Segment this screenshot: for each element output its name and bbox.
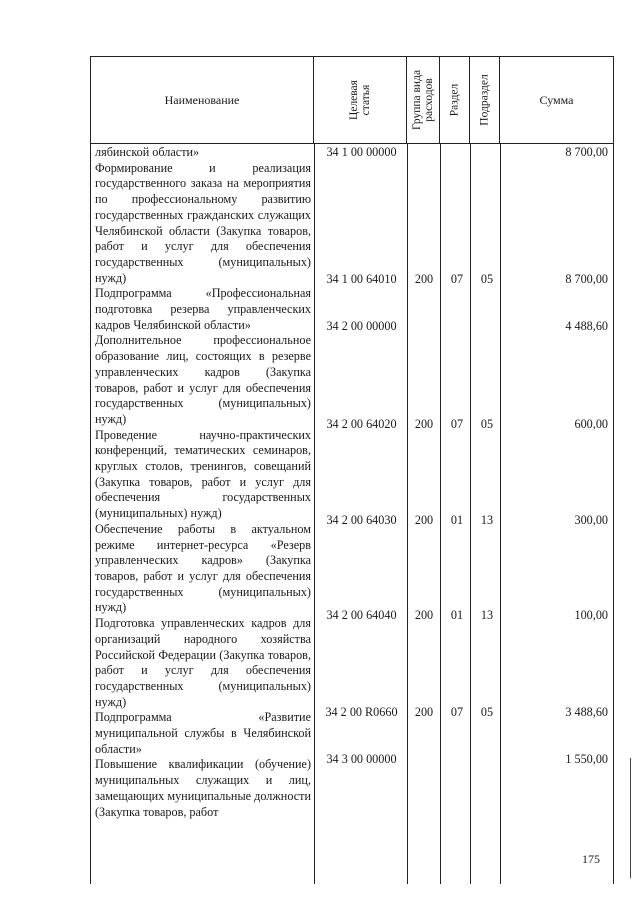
header-target: [314, 57, 407, 143]
header-group-line2: расходов: [423, 78, 436, 122]
row-section: 01: [450, 608, 464, 622]
row-group: 200: [414, 705, 434, 719]
budget-table: [90, 56, 614, 884]
row-subsection: 05: [480, 705, 494, 719]
name-paragraph: Дополнительное профессиональное образование лиц, состоящих в резерве управленческих кадров (Закупка товаров, работ и услуг для обеспечения государственных (муниципальных) нужд): [95, 333, 311, 426]
table-header: [91, 57, 613, 144]
column-divider: [440, 144, 441, 884]
header-section-label: Раздел: [448, 83, 461, 117]
name-paragraph: Проведение научно-практических конференций, тематических семинаров, круглых столов, тренингов, совещаний (Закупка товаров, работ и услуг для обеспечения государственных (муниципальных) нужд): [95, 427, 311, 521]
name-column-text: [95, 145, 311, 820]
name-paragraph: Подпрограмма «Профессиональная подготовка резерва управленческих кадров Челябинской области»: [95, 286, 311, 332]
table-body: [91, 144, 613, 884]
name-paragraph: Подготовка управленческих кадров для организаций народного хозяйства Российской Федерации (Закупка товаров, работ и услуг для обеспечения государственных (муниципальных) нужд): [95, 616, 311, 709]
row-section: 07: [450, 705, 464, 719]
page-number: 175: [582, 852, 600, 866]
name-paragraph: Формирование и реализация государственного заказа на мероприятия по профессиональному развитию государственных гражданских служащих Челябинской области (Закупка товаров, работ и услуг для обеспечения государственных (муниципальных) нужд): [95, 160, 311, 285]
name-paragraph: Обеспечение работы в актуальном режиме интернет-ресурса «Резерв управленческих кадров» (Закупка товаров, работ и услуг для обеспечения государственных (муниципальных) нужд): [95, 521, 311, 615]
header-group-line1: Группа вида: [411, 69, 424, 131]
row-subsection: 13: [480, 513, 494, 527]
name-paragraph: Подпрограмма «Развитие муниципальной службы в Челябинской области»: [95, 710, 311, 756]
column-divider: [407, 144, 408, 884]
header-name: [91, 57, 314, 143]
row-sum: 8 700,00: [565, 145, 608, 159]
name-paragraph: лябинской области»: [95, 145, 200, 159]
row-target-code: 34 3 00 00000: [326, 752, 397, 766]
scan-edge-line: [630, 758, 631, 878]
row-target-code: 34 2 00 64030: [326, 513, 397, 527]
header-target-line1: Целевая: [348, 80, 360, 120]
row-group: 200: [414, 272, 434, 286]
header-group-label: [411, 70, 435, 130]
row-group: 200: [414, 608, 434, 622]
header-section: [440, 57, 470, 143]
row-section: 07: [450, 272, 464, 286]
row-target-code: 34 2 00 R0660: [325, 705, 398, 719]
row-section: 01: [450, 513, 464, 527]
name-paragraph: Повышение квалификации (обучение) муниципальных служащих и лиц, замещающих муниципальные должности (Закупка товаров, работ: [95, 757, 311, 819]
row-subsection: 13: [480, 608, 494, 622]
row-sum: 100,00: [574, 608, 608, 622]
row-sum: 600,00: [574, 417, 608, 431]
header-target-label: [348, 80, 372, 120]
row-subsection: 05: [480, 417, 494, 431]
row-section: 07: [450, 417, 464, 431]
row-target-code: 34 2 00 64020: [326, 417, 397, 431]
row-sum: 300,00: [574, 513, 608, 527]
header-name-label: Наименование: [164, 92, 240, 107]
header-sum-label: Сумма: [539, 92, 574, 107]
row-sum: 3 488,60: [565, 705, 608, 719]
header-subsection-label: Подраздел: [478, 74, 491, 126]
row-subsection: 05: [480, 272, 494, 286]
row-group: 200: [414, 513, 434, 527]
row-group: 200: [414, 417, 434, 431]
row-target-code: 34 2 00 64040: [326, 608, 397, 622]
column-divider: [314, 144, 315, 884]
header-subsection: [470, 57, 500, 143]
row-sum: 8 700,00: [565, 272, 608, 286]
header-target-line2: статья: [360, 84, 372, 116]
header-sum: [500, 57, 613, 143]
header-group: [407, 57, 440, 143]
row-target-code: 34 1 00 64010: [326, 272, 397, 286]
row-target-code: 34 1 00 00000: [326, 145, 397, 159]
row-target-code: 34 2 00 00000: [326, 319, 397, 333]
row-sum: 1 550,00: [565, 752, 608, 766]
row-sum: 4 488,60: [565, 319, 608, 333]
